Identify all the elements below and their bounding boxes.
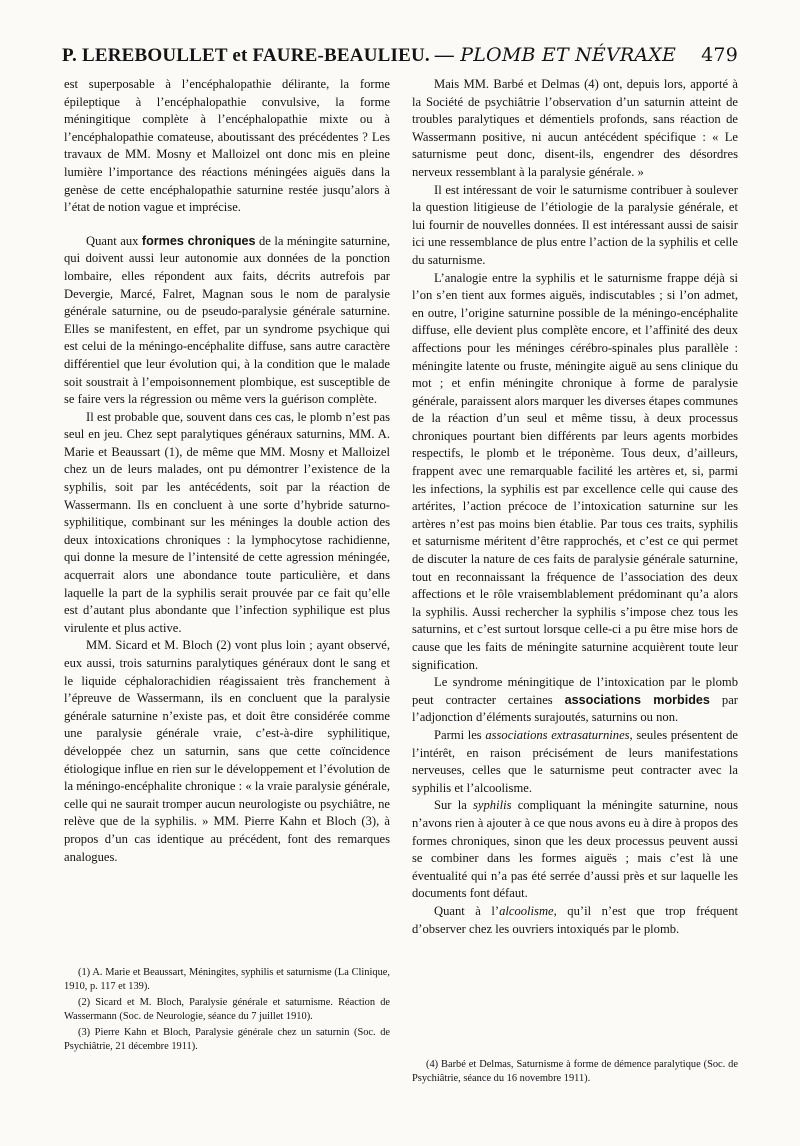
- footnotes-left: [64, 966, 390, 1056]
- paragraph: [412, 797, 738, 903]
- footnote: (1) A. Marie et Beaussart, Méningites, syphilis et saturnisme (La Clinique, 1910, p. 117 et 139).: [64, 967, 390, 992]
- footnotes-right: [412, 1058, 738, 1088]
- text-run: Quant aux: [86, 233, 139, 248]
- text-run: Sur la: [434, 798, 467, 813]
- paragraph: Il est probable que, souvent dans ces cas, le plomb n’est pas seul en jeu. Chez sept paralytiques généraux saturnins, MM. A. Marie et Beaussart (1), de même que MM. Mosny et Malloizel chez un de leurs malades, ont pu démontrer l’existence de la syphilis, soit par les antécédents, soit par la réaction de Wassermann. Ils en concluent à une sorte d’hybride saturno-syphilitique, combinant sur les méninges la double action des deux intoxications chroniques : la lymphocytose rachidienne, qui donne la mesure de l’intensité de cette agression méningée, acquerrait alors une abondance toute particulière, et dans laquelle la part de la syphilis serait prouvée par ce fait qu’elle est d’autant plus abondante que l’infection syphilique est plus virulente et plus active.: [64, 409, 390, 635]
- paragraph: [412, 727, 738, 797]
- paragraph: Mais MM. Barbé et Delmas (4) ont, depuis lors, apporté à la Société de psychiâtrie l’observation d’un saturnin atteint de troubles paralytiques et démentiels profonds, sans réaction de Wassermann positive, ni aucun antécédent spécifique : « Le saturnisme peut donc, disent-ils, engendrer des désordres nerveux ressemblant à la paralysie générale. »: [412, 77, 738, 179]
- paragraph: L’analogie entre la syphilis et le saturnisme frappe déjà si l’on s’en tient aux formes aiguës, indiscutables ; si l’on admet, en outre, l’origine saturnine possible de la méningo-encéphalite diffuse, elle devient plus complète encore, et l’affinité des deux affections pour les méninges cérébro-spinales plus parallèle : méningite latente ou fruste, méningite aiguë au sens clinique du mot ; et enfin méningite chronique à forme de paralysie générale, paraissent alors marquer les diverses étapes communes de la réaction d’un seul et même tissu, à deux processus chroniques pourtant bien différents par leurs agents morbides respectifs, le plomb et le tréponème. Tous deux, d’ailleurs, frappent avec une remarquable facilité les artères et, si, parmi les infections, la syphilis est par excellence celle qui cause des artérites, l’action précoce de l’intoxication saturnine sur les artères n’est pas moins bien établie. Par tous ces traits, syphilis et saturnisme méritent d’être rapprochés, et c’est ce qui permet de discuter la nature de ces faits de paralysie générale saturnine, tout en reconnaissant la fréquence de l’association des deux affections et le rôle vraisemblablement prédominant qu’a alors la syphilis. Aussi rechercher la syphilis s’impose chez tous les saturnins, et c’est surtout lorsque celle-ci a pu être mise hors de cause que les faits de méningite saturnine acquièrent toute leur signification.: [412, 270, 738, 672]
- paragraph: est superposable à l’encéphalopathie délirante, la forme épileptique à l’encéphalopathie convulsive, la forme méningitique complète à l’encéphalopathie mixte ou à l’encéphalopathie comateuse, aboutissant des précédentes ? Les travaux de MM. Mosny et Malloizel ont donc mis en pleine lumière l’importance des réactions méningées aiguës dans la genèse de cette encéphalopathie saturnine restée jusqu’alors à l’état de notion vague et imprécise.: [64, 77, 390, 215]
- bold-term: associations morbides: [564, 692, 710, 707]
- header-authors: P. LEREBOULLET et FAURE-BEAULIEU. —: [62, 45, 454, 66]
- text-run: par l’adjonction d’éléments surajoutés, saturnins ou non.: [412, 692, 739, 725]
- italic-term: alcoolisme,: [499, 903, 557, 918]
- bold-term: formes chroniques: [141, 233, 256, 248]
- text-run: de la méningite saturnine, qui doivent aussi leur autonomie aux données de la ponction lombaire, elles répondent aux faits, décrits autrefois par Devergie, Marcé, Falret, Magnan sous le nom de paralysie générale saturnine, ou de pseudo-paralysie générale saturnine. Elles se manifestent, en effet, par un syndrome psychique qui est celui de la méningo-encéphalite diffuse, sans autre caractère différentiel que leur évolution qui, à la condition que le malade soit soustrait à l’empoisonnement plombique, est susceptible de se faire vers la régression ou même vers la guérison complète.: [64, 233, 390, 407]
- footnote: (2) Sicard et M. Bloch, Paralysie générale et saturnisme. Réaction de Wassermann (Soc. de Neurologie, séance du 7 juillet 1910).: [64, 997, 390, 1022]
- paragraph: [412, 903, 738, 938]
- text-run: Quant à l’: [434, 903, 500, 918]
- footnote: (4) Barbé et Delmas, Saturnisme à forme de démence paralytique (Soc. de Psychiâtrie, séance du 16 novembre 1911).: [412, 1059, 738, 1084]
- text-run: compliquant la méningite saturnine, nous n’avons rien à ajouter à ce que nous avons eu à dire à propos des formes chroniques, sinon que les deux processus peuvent aussi se combiner dans les formes aiguës ; mais c’est là une éventualité qui n’a pas été serrée d’aussi près et sur laquelle les documents font défaut.: [412, 798, 738, 901]
- right-column: [412, 76, 738, 938]
- text-run: Le syndrome méningitique de l’intoxication par le plomb peut contracter certaines: [412, 675, 738, 707]
- italic-term: associations extrasaturnines,: [485, 727, 633, 742]
- header-title: PLOMB ET NÉVRAXE: [460, 44, 677, 66]
- paragraph: MM. Sicard et M. Bloch (2) vont plus loin ; ayant observé, eux aussi, trois saturnins paralytiques généraux dont le sang et le liquide céphalorachidien réagissaient très franchement à l’épreuve de Wassermann, ils en concluent que la paralysie générale saturnine n’existe pas, et doit être considérée comme une paralysie générale vraie, c’est-à-dire syphilitique, développée chez un saturnin, sans que cette coïncidence étiologique influe en rien sur le développement et l’évolution de la méningo-encéphalite chronique : « la vraie paralysie générale, celle qui ne saurait tromper aucun neurologiste ou psychiâtre, ne relève que de la syphilis. » MM. Pierre Kahn et Bloch (3), à propos d’un cas identique au précédent, font des remarques analogues.: [64, 638, 390, 864]
- text-run: qu’il n’est que trop fréquent d’observer chez les ouvriers intoxiqués par le plomb.: [412, 903, 738, 936]
- paragraph: [412, 674, 738, 727]
- page-number: 479: [701, 44, 738, 66]
- left-column: [64, 76, 390, 866]
- text-run: seules présentent de l’intérêt, en raison précisément de leurs manifestations nerveuses, celles que le saturnisme peut contracter avec la syphilis et l’alcoolisme.: [412, 727, 738, 795]
- italic-term: syphilis: [473, 798, 512, 813]
- running-header: [62, 44, 738, 67]
- paragraph: [64, 233, 390, 409]
- text-run: Parmi les: [434, 727, 482, 742]
- footnote: (3) Pierre Kahn et Bloch, Paralysie générale chez un saturnin (Soc. de Psychiâtrie, 21 décembre 1911).: [64, 1027, 390, 1052]
- paragraph: Il est intéressant de voir le saturnisme contribuer à soulever la question litigieuse de l’étiologie de la paralysie générale, et lui fournir de nouvelles données. Il est intéressant aussi de saisir ici une ressemblance de plus entre l’action de la syphilis et celle du saturnisme.: [412, 182, 738, 267]
